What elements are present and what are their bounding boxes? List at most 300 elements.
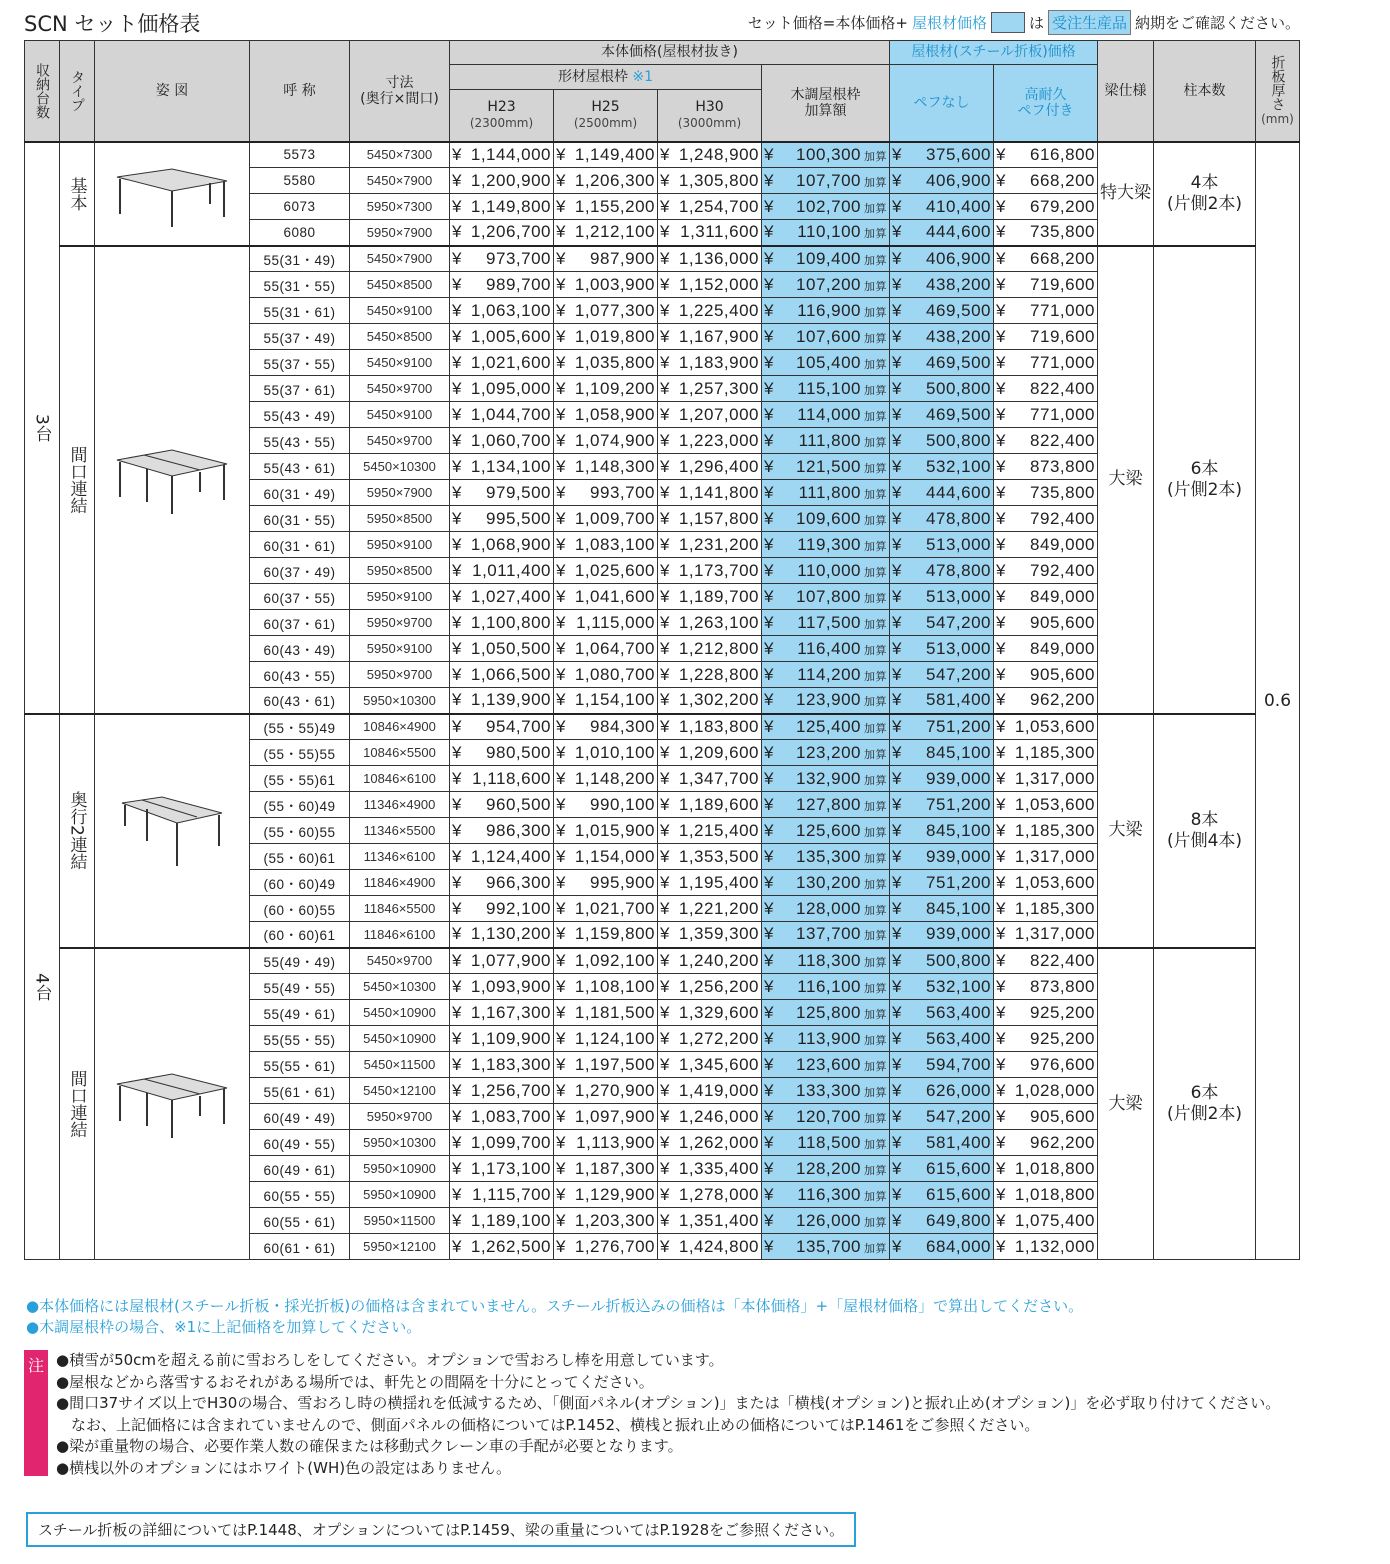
wood-value: 137,700 [796, 924, 861, 944]
yen-sign: ¥ [764, 1106, 774, 1126]
price-h30 [658, 740, 762, 766]
roof-value: 469,500 [926, 404, 991, 424]
price-value: 1,077,900 [470, 950, 551, 970]
price-value: 1,189,100 [470, 1210, 551, 1230]
roof-value: 615,600 [926, 1184, 991, 1204]
price-h30 [658, 844, 762, 870]
yen-sign: ¥ [452, 482, 462, 502]
roof-nopef [890, 220, 994, 246]
yen-sign: ¥ [660, 794, 670, 814]
col-roof-b-label2: ペフ付き [1017, 102, 1074, 119]
name-cell: (55・55)61 [250, 766, 350, 792]
beam-cell: 大梁 [1098, 948, 1154, 1260]
yen-sign: ¥ [452, 170, 462, 190]
price-value: 1,044,700 [470, 404, 551, 424]
roof-pef-value: 668,200 [1030, 170, 1095, 190]
price-h25 [554, 246, 658, 272]
kasan-label: 加算 [864, 618, 887, 631]
yen-sign: ¥ [556, 1236, 566, 1256]
roof-value: 626,000 [926, 1080, 991, 1100]
yen-sign: ¥ [556, 144, 566, 164]
price-h25 [554, 1000, 658, 1026]
roof-nopef [890, 428, 994, 454]
price-value: 1,248,900 [678, 144, 759, 164]
dim-cell: 5450×9700 [350, 428, 450, 454]
col-h25-label: H25 [591, 99, 620, 116]
kasan-label: 加算 [864, 436, 887, 449]
col-h25-sub: (2500mm) [573, 116, 638, 131]
col-wood-label: 木調屋根枠 [790, 86, 861, 103]
yen-sign: ¥ [996, 378, 1006, 398]
price-h23 [450, 818, 554, 844]
kasan-label: 加算 [864, 592, 887, 605]
yen-sign: ¥ [892, 898, 902, 918]
roof-nopef [890, 896, 994, 922]
wood-add [762, 610, 890, 636]
yen-sign: ¥ [660, 1132, 670, 1152]
dim-cell: 5950×9100 [350, 636, 450, 662]
yen-sign: ¥ [764, 586, 774, 606]
kasan-label: 加算 [864, 644, 887, 657]
price-value: 984,300 [590, 716, 655, 736]
roof-value: 469,500 [926, 352, 991, 372]
col-h30 [658, 90, 762, 142]
yen-sign: ¥ [660, 248, 670, 268]
name-cell: 60(49・61) [250, 1156, 350, 1182]
roof-pef-value: 905,600 [1030, 664, 1095, 684]
price-h23 [450, 584, 554, 610]
price-h30 [658, 610, 762, 636]
roof-pef [994, 558, 1098, 584]
roof-pef [994, 1026, 1098, 1052]
col-thick-unit: (mm) [1261, 111, 1294, 126]
yen-sign: ¥ [764, 508, 774, 528]
posts-cell [1154, 948, 1256, 1260]
yen-sign: ¥ [452, 794, 462, 814]
yen-sign: ¥ [764, 768, 774, 788]
roof-pef-value: 822,400 [1030, 378, 1095, 398]
price-value: 1,093,900 [470, 976, 551, 996]
roof-pef [994, 506, 1098, 532]
wood-add [762, 558, 890, 584]
price-h25 [554, 1156, 658, 1182]
price-h23 [450, 402, 554, 428]
yen-sign: ¥ [660, 482, 670, 502]
price-h23 [450, 1052, 554, 1078]
name-cell: 55(55・55) [250, 1026, 350, 1052]
yen-sign: ¥ [764, 482, 774, 502]
table-row [25, 948, 1300, 974]
wood-add [762, 428, 890, 454]
roof-nopef [890, 636, 994, 662]
yen-sign: ¥ [452, 196, 462, 216]
roof-nopef [890, 844, 994, 870]
wood-value: 128,000 [796, 898, 861, 918]
wood-value: 107,600 [796, 326, 861, 346]
dim-cell: 11846×6100 [350, 922, 450, 948]
dim-cell: 5950×8500 [350, 558, 450, 584]
yen-sign: ¥ [996, 742, 1006, 762]
kasan-label: 加算 [864, 254, 887, 267]
roof-nopef [890, 376, 994, 402]
yen-sign: ¥ [892, 1158, 902, 1178]
caution-item: ●間口37サイズ以上でH30の場合、雪おろし時の横揺れを低減するため、「側面パネル(オプション)」または「横桟(オプション)と振れ止め(オプション)」を必ず取り付けてください。 [56, 1394, 1281, 1412]
yen-sign: ¥ [556, 872, 566, 892]
header-legend [748, 10, 1300, 35]
price-value: 1,278,000 [678, 1184, 759, 1204]
price-h30 [658, 1156, 762, 1182]
yen-sign: ¥ [660, 1028, 670, 1048]
roof-value: 410,400 [926, 196, 991, 216]
yen-sign: ¥ [452, 872, 462, 892]
yen-sign: ¥ [452, 378, 462, 398]
roof-nopef [890, 506, 994, 532]
roof-pef-value: 873,800 [1030, 976, 1095, 996]
posts-count: 6本 [1190, 1083, 1219, 1104]
roof-value: 581,400 [926, 1132, 991, 1152]
price-value: 1,353,500 [678, 846, 759, 866]
roof-pef-value: 719,600 [1030, 274, 1095, 294]
price-h30 [658, 766, 762, 792]
dim-cell: 5950×9100 [350, 532, 450, 558]
yen-sign: ¥ [764, 1132, 774, 1152]
price-value: 1,223,000 [678, 430, 759, 450]
dim-cell: 11346×6100 [350, 844, 450, 870]
kasan-label: 加算 [864, 358, 887, 371]
caution-block [24, 1350, 1364, 1479]
wood-value: 133,300 [796, 1080, 861, 1100]
yen-sign: ¥ [892, 222, 902, 242]
price-value: 1,359,300 [678, 924, 759, 944]
type-cell: 奥行2連結 [60, 714, 95, 948]
yen-sign: ¥ [556, 352, 566, 372]
yen-sign: ¥ [764, 560, 774, 580]
yen-sign: ¥ [892, 1054, 902, 1074]
price-h23 [450, 298, 554, 324]
legend-swatch [991, 12, 1025, 33]
price-h23 [450, 532, 554, 558]
dim-cell: 5450×8500 [350, 272, 450, 298]
wood-value: 125,600 [796, 820, 861, 840]
price-value: 1,183,800 [678, 716, 759, 736]
price-value: 1,262,000 [678, 1132, 759, 1152]
wood-value: 110,000 [797, 560, 861, 580]
yen-sign: ¥ [660, 716, 670, 736]
col-wood [762, 65, 890, 142]
kasan-label: 加算 [864, 306, 887, 319]
caution-item: ●屋根などから落雪するおそれがある場所では、軒先との間隔を十分にとってください。 [56, 1372, 654, 1391]
yen-sign: ¥ [556, 170, 566, 190]
name-cell: 55(31・49) [250, 246, 350, 272]
roof-pef-value: 1,317,000 [1014, 924, 1095, 944]
yen-sign: ¥ [892, 1080, 902, 1100]
roof-nopef [890, 766, 994, 792]
roof-pef [994, 454, 1098, 480]
roof-nopef [890, 818, 994, 844]
roof-nopef [890, 324, 994, 350]
price-h25 [554, 948, 658, 974]
price-value: 1,063,100 [470, 300, 551, 320]
price-value: 1,181,500 [574, 1002, 655, 1022]
yen-sign: ¥ [452, 534, 462, 554]
yen-sign: ¥ [892, 430, 902, 450]
price-value: 1,263,100 [678, 612, 759, 632]
price-h25 [554, 896, 658, 922]
price-h30 [658, 1182, 762, 1208]
price-h30 [658, 922, 762, 948]
yen-sign: ¥ [892, 456, 902, 476]
pergola-width-figure [112, 442, 232, 517]
dim-cell: 10846×6100 [350, 766, 450, 792]
name-cell: 60(49・55) [250, 1130, 350, 1156]
price-h23 [450, 1104, 554, 1130]
yen-sign: ¥ [892, 976, 902, 996]
price-value: 1,109,900 [470, 1028, 551, 1048]
roof-value: 939,000 [926, 768, 991, 788]
yen-sign: ¥ [660, 508, 670, 528]
yen-sign: ¥ [452, 690, 462, 710]
price-value: 1,347,700 [678, 768, 759, 788]
yen-sign: ¥ [996, 586, 1006, 606]
roof-nopef [890, 1130, 994, 1156]
yen-sign: ¥ [660, 300, 670, 320]
price-value: 1,099,700 [470, 1132, 551, 1152]
name-cell: 60(49・49) [250, 1104, 350, 1130]
dim-cell: 11846×5500 [350, 896, 450, 922]
legend-label: 受注生産品 [1048, 10, 1131, 35]
wood-add [762, 922, 890, 948]
roof-pef [994, 636, 1098, 662]
roof-pef [994, 298, 1098, 324]
price-h30 [658, 428, 762, 454]
caution-item: ●横桟以外のオプションにはホワイト(WH)色の設定はありません。 [56, 1458, 512, 1477]
price-h23 [450, 220, 554, 246]
wood-add [762, 454, 890, 480]
roof-pef [994, 792, 1098, 818]
roof-nopef [890, 558, 994, 584]
page-title: SCN セット価格表 [24, 12, 201, 36]
yen-sign: ¥ [892, 144, 902, 164]
wood-value: 126,000 [796, 1210, 861, 1230]
price-h30 [658, 454, 762, 480]
price-h30 [658, 974, 762, 1000]
roof-pef [994, 662, 1098, 688]
kasan-label: 加算 [864, 904, 887, 917]
dim-cell: 11846×4900 [350, 870, 450, 896]
price-value: 1,108,100 [574, 976, 655, 996]
roof-nopef [890, 1078, 994, 1104]
price-value: 1,060,700 [470, 430, 551, 450]
yen-sign: ¥ [996, 196, 1006, 216]
wood-value: 115,100 [797, 378, 861, 398]
wood-add [762, 896, 890, 922]
roof-value: 438,200 [926, 274, 991, 294]
yen-sign: ¥ [892, 326, 902, 346]
price-value: 1,197,500 [574, 1054, 655, 1074]
price-value: 1,010,100 [574, 742, 655, 762]
roof-value: 478,800 [926, 560, 991, 580]
roof-pef-value: 849,000 [1030, 534, 1095, 554]
col-figure: 姿 図 [95, 41, 250, 142]
col-type: タイプ [60, 41, 95, 142]
roof-nopef [890, 1182, 994, 1208]
roof-pef-value: 849,000 [1030, 638, 1095, 658]
yen-sign: ¥ [556, 248, 566, 268]
price-value: 1,118,600 [472, 768, 551, 788]
name-cell: 55(31・61) [250, 298, 350, 324]
roof-pef-value: 792,400 [1030, 508, 1095, 528]
yen-sign: ¥ [764, 716, 774, 736]
roof-value: 547,200 [926, 1106, 991, 1126]
yen-sign: ¥ [556, 1210, 566, 1230]
roof-pef [994, 896, 1098, 922]
yen-sign: ¥ [996, 352, 1006, 372]
price-value: 960,500 [486, 794, 551, 814]
roof-pef-value: 822,400 [1030, 430, 1095, 450]
yen-sign: ¥ [764, 1028, 774, 1048]
yen-sign: ¥ [660, 586, 670, 606]
col-roof: 屋根材(スチール折板)価格 [890, 41, 1098, 65]
name-cell: 60(55・61) [250, 1208, 350, 1234]
wood-value: 107,700 [796, 170, 861, 190]
wood-add [762, 168, 890, 194]
price-value: 1,035,800 [574, 352, 655, 372]
yen-sign: ¥ [764, 612, 774, 632]
price-value: 1,419,000 [678, 1080, 759, 1100]
price-h30 [658, 506, 762, 532]
roof-pef-value: 735,800 [1030, 482, 1095, 502]
wood-add [762, 740, 890, 766]
price-h23 [450, 246, 554, 272]
roof-pef [994, 220, 1098, 246]
wood-add [762, 1182, 890, 1208]
price-h23 [450, 1182, 554, 1208]
kasan-label: 加算 [864, 800, 887, 813]
yen-sign: ¥ [892, 508, 902, 528]
price-value: 1,080,700 [574, 664, 655, 684]
yen-sign: ¥ [764, 430, 774, 450]
yen-sign: ¥ [556, 274, 566, 294]
roof-pef [994, 1130, 1098, 1156]
yen-sign: ¥ [660, 1054, 670, 1074]
price-value: 1,212,800 [678, 638, 759, 658]
price-h30 [658, 402, 762, 428]
price-value: 993,700 [590, 482, 655, 502]
roof-pef-value: 822,400 [1030, 950, 1095, 970]
price-h25 [554, 974, 658, 1000]
yen-sign: ¥ [660, 560, 670, 580]
yen-sign: ¥ [764, 638, 774, 658]
wood-value: 102,700 [796, 196, 861, 216]
price-h25 [554, 688, 658, 714]
posts-cell [1154, 142, 1256, 246]
yen-sign: ¥ [764, 1080, 774, 1100]
yen-sign: ¥ [764, 872, 774, 892]
yen-sign: ¥ [764, 378, 774, 398]
yen-sign: ¥ [996, 560, 1006, 580]
yen-sign: ¥ [892, 560, 902, 580]
yen-sign: ¥ [660, 690, 670, 710]
yen-sign: ¥ [996, 1210, 1006, 1230]
price-value: 1,173,100 [470, 1158, 551, 1178]
wood-add [762, 844, 890, 870]
yen-sign: ¥ [892, 690, 902, 710]
beam-cell: 大梁 [1098, 246, 1154, 714]
col-wood-label2: 加算額 [804, 102, 847, 119]
price-h30 [658, 1078, 762, 1104]
yen-sign: ¥ [892, 1028, 902, 1048]
yen-sign: ¥ [996, 404, 1006, 424]
yen-sign: ¥ [996, 508, 1006, 528]
price-h25 [554, 870, 658, 896]
price-value: 1,115,700 [472, 1184, 551, 1204]
kasan-label: 加算 [864, 1060, 887, 1073]
yen-sign: ¥ [996, 976, 1006, 996]
yen-sign: ¥ [764, 1158, 774, 1178]
name-cell: 5573 [250, 142, 350, 168]
price-value: 995,900 [590, 872, 655, 892]
yen-sign: ¥ [452, 352, 462, 372]
wood-value: 121,500 [796, 456, 861, 476]
wood-value: 120,700 [796, 1106, 861, 1126]
yen-sign: ¥ [556, 950, 566, 970]
yen-sign: ¥ [764, 976, 774, 996]
price-value: 1,335,400 [678, 1158, 759, 1178]
price-value: 1,003,900 [574, 274, 655, 294]
price-h25 [554, 1078, 658, 1104]
yen-sign: ¥ [556, 378, 566, 398]
roof-nopef [890, 1000, 994, 1026]
count-cell: 3台 [25, 142, 60, 714]
name-cell: (55・60)55 [250, 818, 350, 844]
dim-cell: 5950×7300 [350, 194, 450, 220]
price-value: 1,077,300 [574, 300, 655, 320]
yen-sign: ¥ [660, 326, 670, 346]
price-h25 [554, 506, 658, 532]
price-h25 [554, 324, 658, 350]
price-h23 [450, 1156, 554, 1182]
roof-pef [994, 1234, 1098, 1260]
legend-suffix: 納期をご確認ください。 [1134, 14, 1300, 32]
col-frame [450, 65, 762, 90]
price-h25 [554, 1208, 658, 1234]
yen-sign: ¥ [452, 430, 462, 450]
price-h25 [554, 740, 658, 766]
roof-pef-value: 771,000 [1030, 300, 1095, 320]
name-cell: 55(49・55) [250, 974, 350, 1000]
yen-sign: ¥ [556, 794, 566, 814]
col-thick-label: 折板厚さ [1269, 54, 1286, 111]
price-value: 1,074,900 [574, 430, 655, 450]
price-h30 [658, 194, 762, 220]
col-roof-b-label: 高耐久 [1024, 86, 1067, 103]
roof-pef [994, 168, 1098, 194]
roof-value: 939,000 [926, 924, 991, 944]
col-frame-label: 形材屋根枠 [557, 68, 628, 85]
yen-sign: ¥ [452, 716, 462, 736]
yen-sign: ¥ [556, 976, 566, 996]
price-value: 1,011,400 [472, 560, 551, 580]
wood-value: 113,900 [797, 1028, 861, 1048]
dim-cell: 10846×4900 [350, 714, 450, 740]
name-cell: 55(43・61) [250, 454, 350, 480]
dim-cell: 10846×5500 [350, 740, 450, 766]
price-h23 [450, 766, 554, 792]
price-value: 973,700 [486, 248, 551, 268]
wood-value: 116,900 [797, 300, 861, 320]
roof-pef-value: 925,200 [1030, 1002, 1095, 1022]
legend-wa: は [1028, 14, 1044, 32]
